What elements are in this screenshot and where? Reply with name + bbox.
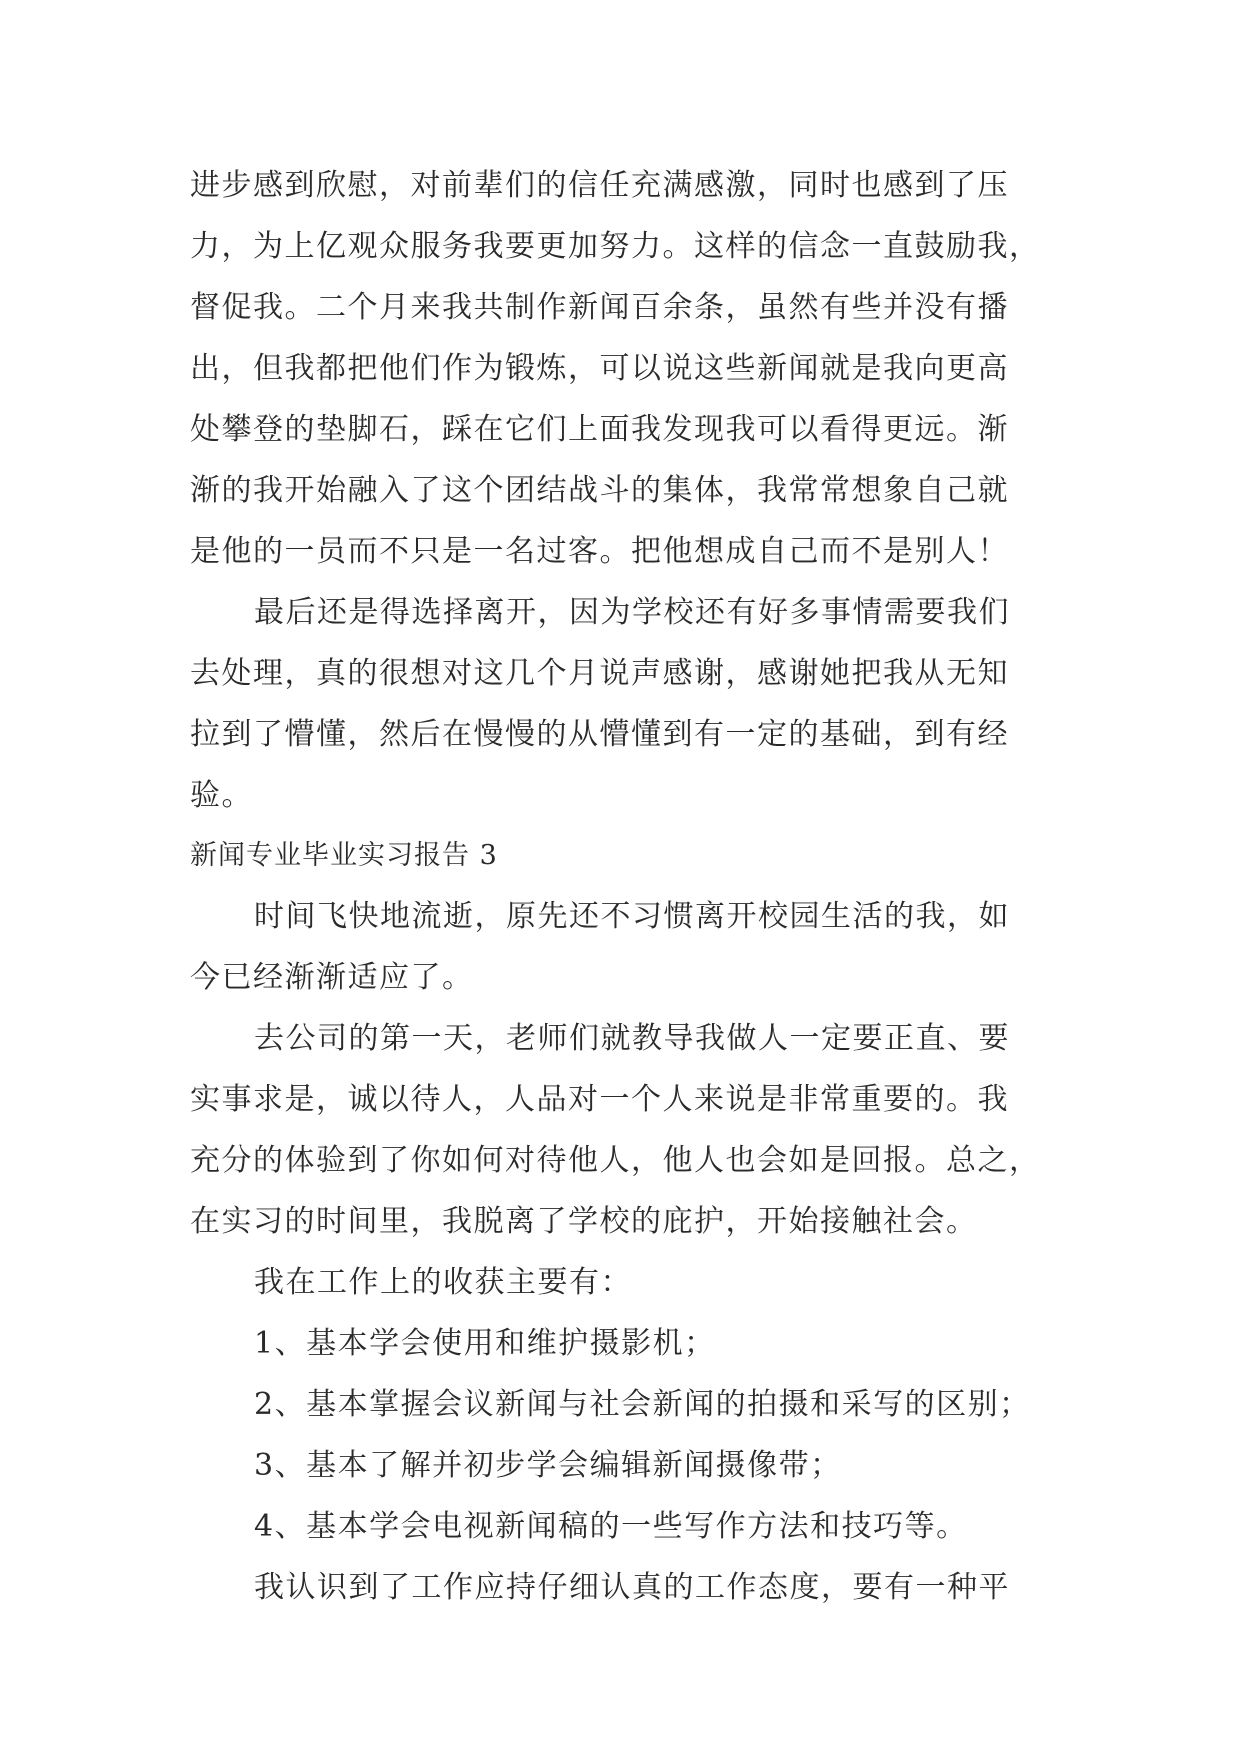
list-item: 2、基本掌握会议新闻与社会新闻的拍摄和采写的区别； — [254, 1387, 1031, 1422]
text-line: 去处理，真的很想对这几个月说声感谢，感谢她把我从无知 — [190, 656, 1009, 691]
text-line: 实事求是，诚以待人，人品对一个人来说是非常重要的。我 — [190, 1082, 1009, 1117]
text-line: 验。 — [190, 778, 253, 813]
text-line: 充分的体验到了你如何对待他人，他人也会如是回报。总之， — [190, 1143, 1041, 1178]
text-line: 时间飞快地流逝，原先还不习惯离开校园生活的我，如 — [254, 899, 1010, 934]
paragraph — [190, 886, 1060, 1008]
text-line: 在实习的时间里，我脱离了学校的庇护，开始接触社会。 — [190, 1204, 978, 1239]
paragraph — [190, 1252, 1060, 1313]
text-line: 进步感到欣慰，对前辈们的信任充满感激，同时也感到了压 — [190, 168, 1009, 203]
list-item: 3、基本了解并初步学会编辑新闻摄像带； — [254, 1448, 842, 1483]
text-line: 去公司的第一天，老师们就教导我做人一定要正直、要 — [254, 1021, 1010, 1056]
text-line: 我在工作上的收获主要有： — [254, 1265, 632, 1300]
list-item: 4、基本学会电视新闻稿的一些写作方法和技巧等。 — [254, 1509, 968, 1544]
text-line: 我认识到了工作应持仔细认真的工作态度，要有一种平 — [254, 1570, 1010, 1605]
gains-list — [190, 1313, 1060, 1557]
document-body — [190, 155, 1060, 1618]
list-item: 1、基本学会使用和维护摄影机； — [254, 1326, 716, 1361]
paragraph — [190, 1008, 1060, 1252]
text-line: 力，为上亿观众服务我要更加努力。这样的信念一直鼓励我， — [190, 229, 1041, 264]
text-line: 出，但我都把他们作为锻炼，可以说这些新闻就是我向更高 — [190, 351, 1009, 386]
paragraph — [190, 582, 1060, 826]
text-line: 处攀登的垫脚石，踩在它们上面我发现我可以看得更远。渐 — [190, 412, 1009, 447]
text-line: 督促我。二个月来我共制作新闻百余条，虽然有些并没有播 — [190, 290, 1009, 325]
text-line: 拉到了懵懂，然后在慢慢的从懵懂到有一定的基础，到有经 — [190, 717, 1009, 752]
text-line: 最后还是得选择离开，因为学校还有好多事情需要我们 — [254, 595, 1010, 630]
section-title: 新闻专业毕业实习报告 3 — [190, 840, 498, 871]
text-line: 是他的一员而不只是一名过客。把他想成自己而不是别人！ — [190, 534, 1009, 569]
text-line: 渐的我开始融入了这个团结战斗的集体，我常常想象自己就 — [190, 473, 1009, 508]
paragraph-continued — [190, 155, 1060, 582]
text-line: 今已经渐渐适应了。 — [190, 960, 474, 995]
